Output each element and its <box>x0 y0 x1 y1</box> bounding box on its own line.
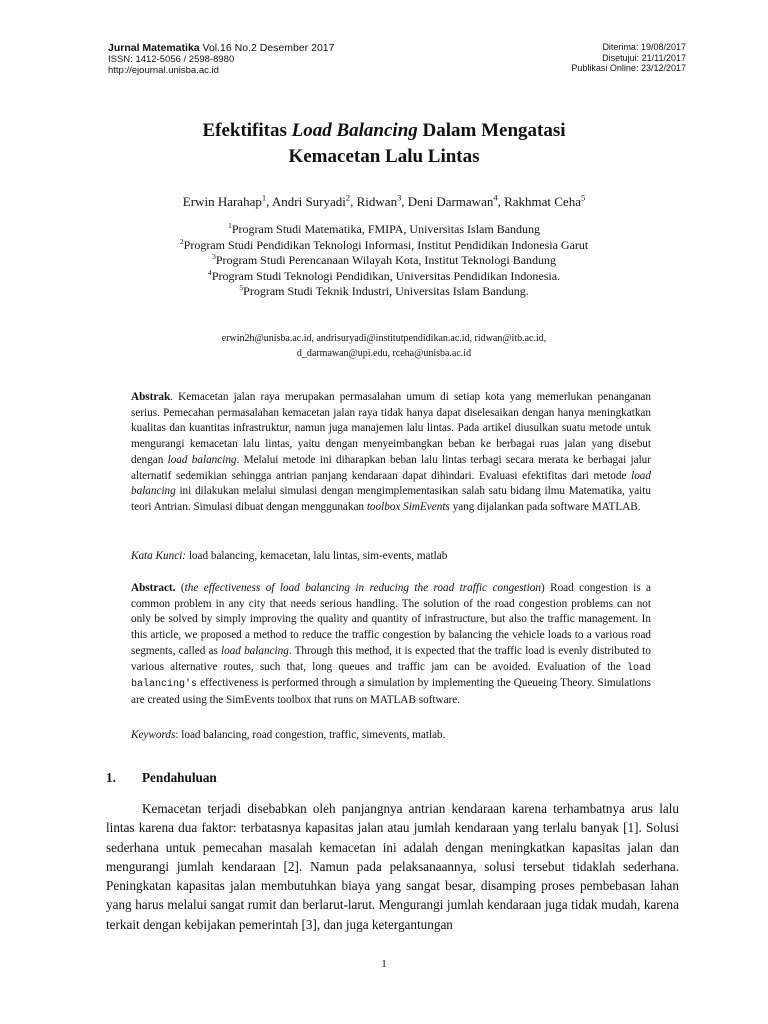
email-line1: erwin2h@unisba.ac.id, andrisuryadi@institutpendidikan.ac.id, ridwan@itb.ac.id, <box>221 333 547 344</box>
email-line2: d_darmawan@upi.edu, rceha@unisba.ac.id <box>296 348 472 359</box>
journal-url: http://ejournal.unisba.ac.id <box>108 65 219 76</box>
keywords-english: Keywords: load balancing, road congestion, traffic, simevents, matlab. <box>131 729 446 741</box>
affiliation: $^5$Program Studi Teknik Industri, Universitas Islam Bandung. <box>239 283 529 299</box>
body-paragraph: Kemacetan terjadi disebabkan oleh panjangnya antrian kendaraan karena terhambatnya arus lalu lintas karena dua faktor: terbatasnya kapasitas jalan atau jumlah kendaraan yang terlalu banyak [1]. Solusi sederhana untuk pemecahan masalah kemacetan ini adalah dengan meningkatkan kapasitas jalan dan mengurangi jumlah kendaraan [2]. Namun pada pelaksanaannya, solusi tersebut tidaklah sederhana. Peningkatan kapasitas jalan membutuhkan biaya yang sangat besar, disamping proses pembebasan lahan yang harus melalui sangat rumit dan berlarut-larut. Mengurangi jumlah kendaraan juga tidak mudah, karena terkait dengan kebijakan pemerintah [3], dan juga ketergantungan <box>106 801 679 932</box>
affiliation: $^1$Program Studi Matematika, FMIPA, Universitas Islam Bandung <box>227 221 541 236</box>
title-part1: Efektifitas <box>202 120 292 141</box>
author-emails <box>0 331 768 361</box>
keywords-label: Kata Kunci: <box>131 550 187 562</box>
keywords-en-label: Keywords <box>131 729 176 741</box>
publication-dates <box>571 42 686 74</box>
author: Rakhmat Ceha$^5$ <box>504 192 586 209</box>
author: Deni Darmawan$^4$, <box>407 192 505 209</box>
journal-issn: ISSN: 1412-5056 / 2598-8980 <box>108 54 235 65</box>
journal-volume: Vol.16 No.2 Desember 2017 <box>199 42 335 54</box>
author: Andri Suryadi$^2$, <box>271 192 357 209</box>
title-italic: Load Balancing <box>291 120 418 141</box>
affiliation-list <box>0 222 768 300</box>
affiliation: $^4$Program Studi Teknologi Pendidikan, Universitas Pendidikan Indonesia. <box>207 267 561 283</box>
abstract-english: Abstract. (the effectiveness of load balancing in reducing the road traffic congestion) Road congestion is a common problem in any city that needs serious handling. The solution of the road congestion problems can not only be solved by simply improving the quality and quantity of infrastructure, but also the traffic management. In this article, we proposed a method to reduce the traffic congestion by balancing the vehicle loads to a various road segments, called as load balancing. Through this method, it is expected that the traffic load is evenly distributed to various alternative routes, such that, long queues and traffic jam can be avoided. Evaluation of the load balancing's effectiveness is performed through a simulation by implementing the Queueing Theory. Simulations are created using the SimEvents toolbox that runs on MATLAB software. <box>131 582 652 706</box>
abstract-label: Abstrak <box>131 391 171 403</box>
section-number: 1. <box>106 770 116 785</box>
abstract-en-label: Abstract. <box>131 582 176 594</box>
author-list <box>0 194 768 210</box>
published-date: Publikasi Online: 23/12/2017 <box>571 63 686 73</box>
author: Erwin Harahap$^1$, <box>182 192 272 209</box>
section-title: Pendahuluan <box>142 770 217 785</box>
journal-header <box>108 42 334 76</box>
title-part2: Dalam Mengatasi <box>417 120 566 141</box>
approved-date: Disetujui: 21/11/2017 <box>602 52 686 63</box>
paper-title <box>0 118 768 170</box>
affiliation: $^3$Program Studi Perencanaan Wilayah Kota, Institut Teknologi Bandung <box>211 252 557 268</box>
affiliation: $^2$Program Studi Pendidikan Teknologi Informasi, Institut Pendidikan Indonesia Garut <box>179 236 589 252</box>
page-number: 1 <box>381 958 387 970</box>
keywords-indonesian: Kata Kunci: load balancing, kemacetan, lalu lintas, sim-events, matlab <box>131 550 448 562</box>
section-heading <box>106 770 217 786</box>
journal-name: Jurnal Matematika <box>108 42 200 54</box>
abstract-indonesian: Abstrak. Kemacetan jalan raya merupakan permasalahan umum di setiap kota yang memerlukan penanganan serius. Pemecahan permasalahan kemacetan jalan raya tidak hanya dapat diselesaikan dengan hanya meningkatkan kualitas dan kuantitas infrastruktur, namun juga manajemen lalu lintas. Pada artikel diusulkan suatu metode untuk mengurangi kemacetan lalu lintas, yaitu dengan menyeimbangkan beban ke berbagai ruas jalan yang disebut dengan load balancing. Melalui metode ini diharapkan beban lalu lintas terbagi secara merata ke berbagai jalur alternatif sedemikian sehingga antrian panjang kendaraan dapat dihindari. Evaluasi efektifitas dari metode load balancing ini dilakukan melalui simulasi dengan mengimplementasikan salah satu bidang ilmu Matematika, yaitu teori Antrian. Simulasi dibuat dengan menggunakan toolbox SimEvents yang dijalankan pada software MATLAB. <box>131 391 651 513</box>
title-line2: Kemacetan Lalu Lintas <box>288 146 480 167</box>
received-date: Diterima: 19/08/2017 <box>602 42 686 52</box>
author: Ridwan$^3$, <box>356 192 408 209</box>
